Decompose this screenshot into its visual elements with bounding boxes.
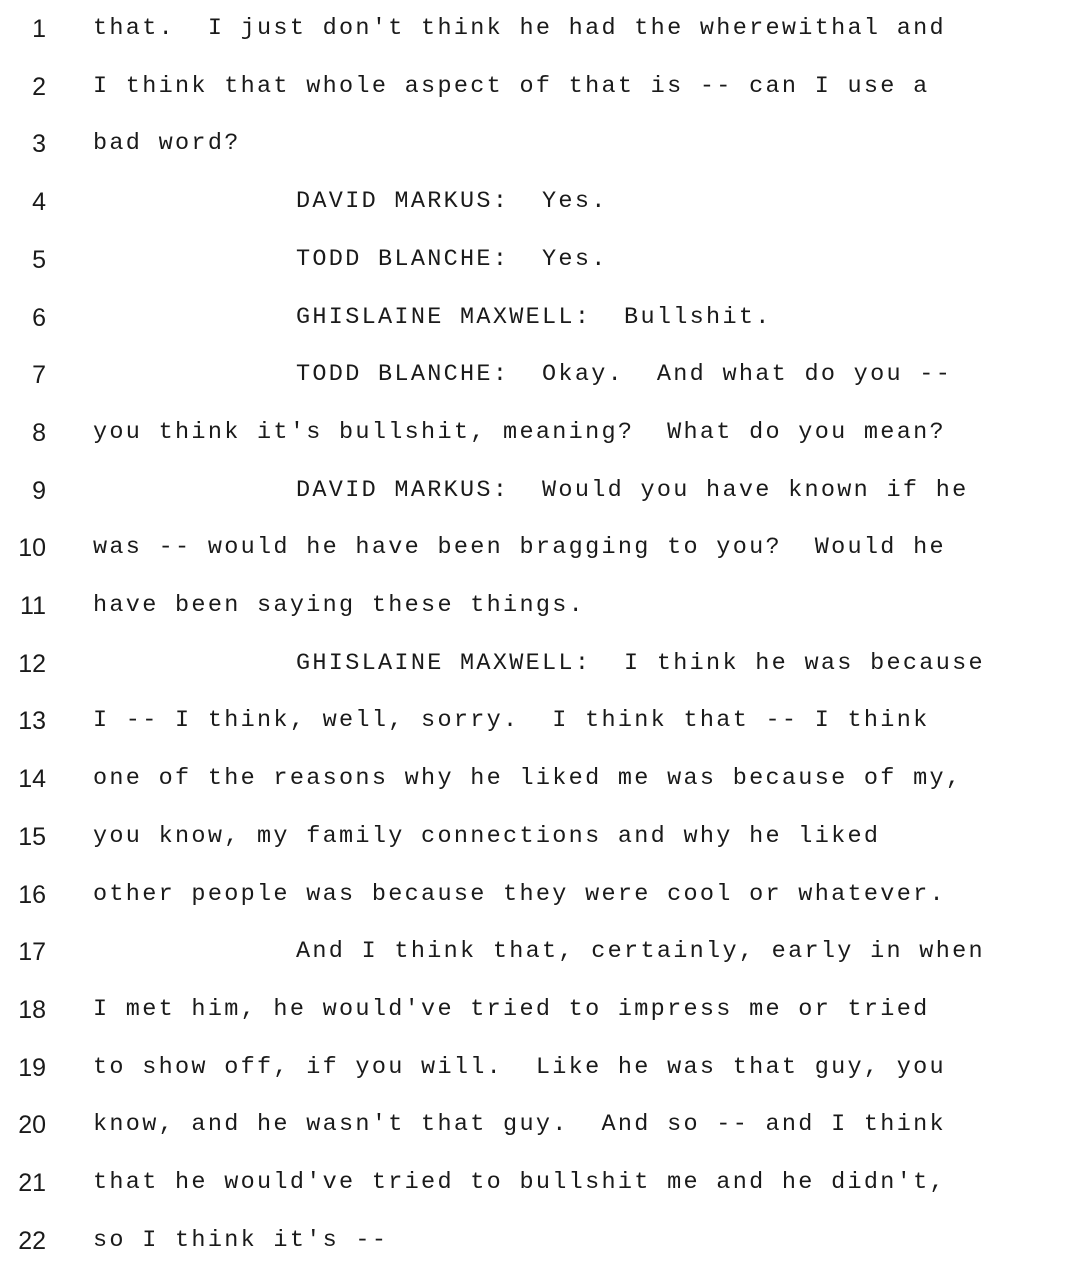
line-text: you know, my family connections and why he liked (93, 822, 881, 850)
transcript-line (0, 240, 1090, 280)
line-number: 13 (18, 707, 46, 736)
line-number: 10 (18, 534, 46, 563)
line-number: 6 (32, 303, 46, 332)
line-number: 20 (18, 1111, 46, 1140)
transcript-line (0, 759, 1090, 799)
line-text: DAVID MARKUS: Yes. (296, 188, 608, 216)
line-number: 17 (18, 938, 46, 967)
line-text: have been saying these things. (93, 592, 586, 619)
line-text: to show off, if you will. Like he was that guy, you (93, 1053, 946, 1081)
line-number: 7 (32, 361, 46, 390)
line-text: DAVID MARKUS: Would you have known if he (296, 476, 969, 504)
transcript-line (0, 990, 1090, 1030)
line-text: you think it's bullshit, meaning? What do you mean? (93, 418, 946, 446)
line-text: TODD BLANCHE: Okay. And what do you -- (296, 361, 953, 389)
line-number: 14 (18, 765, 46, 794)
line-text: GHISLAINE MAXWELL: I think he was because (296, 649, 985, 677)
line-text: I met him, he would've tried to impress me or tried (93, 995, 930, 1023)
line-number: 2 (32, 72, 46, 101)
transcript-line (0, 9, 1090, 49)
line-number: 5 (32, 245, 46, 274)
line-number: 18 (18, 995, 46, 1024)
line-number: 22 (18, 1226, 46, 1255)
transcript-line (0, 1221, 1090, 1261)
transcript-line (0, 932, 1090, 972)
line-text: bad word? (93, 130, 241, 158)
line-number: 8 (32, 418, 46, 447)
transcript-line (0, 298, 1090, 338)
transcript-line (0, 471, 1090, 511)
transcript-line (0, 413, 1090, 453)
line-text: I think that whole aspect of that is -- can I use a (93, 72, 930, 100)
line-text: I -- I think, well, sorry. I think that -- I think (93, 707, 930, 735)
transcript-line (0, 182, 1090, 222)
line-number: 1 (32, 15, 46, 43)
line-text: And I think that, certainly, early in when (296, 938, 985, 966)
line-number: 19 (18, 1053, 46, 1082)
transcript-line (0, 124, 1090, 164)
line-text: was -- would he have been bragging to you? Would he (93, 534, 946, 562)
transcript-line (0, 1105, 1090, 1145)
line-text: TODD BLANCHE: Yes. (296, 245, 608, 273)
line-number: 16 (18, 880, 46, 909)
line-text: that he would've tried to bullshit me and he didn't, (93, 1169, 946, 1196)
transcript-line (0, 1163, 1090, 1203)
transcript-line (0, 644, 1090, 684)
line-text: other people was because they were cool or whatever. (93, 880, 946, 908)
transcript-line (0, 586, 1090, 626)
line-text: GHISLAINE MAXWELL: Bullshit. (296, 303, 772, 331)
line-number: 15 (18, 822, 46, 851)
line-text: know, and he wasn't that guy. And so -- and I think (93, 1111, 946, 1139)
line-text: so I think it's -- (93, 1226, 389, 1254)
transcript-line (0, 1048, 1090, 1088)
line-text: one of the reasons why he liked me was because of my, (93, 765, 963, 793)
line-number: 12 (18, 649, 46, 678)
transcript-line (0, 67, 1090, 107)
transcript-line (0, 528, 1090, 568)
transcript-line (0, 875, 1090, 915)
line-number: 9 (32, 476, 46, 505)
transcript-line (0, 355, 1090, 395)
transcript-line (0, 817, 1090, 857)
line-number: 11 (20, 592, 46, 620)
line-number: 3 (32, 130, 46, 159)
line-number: 21 (18, 1169, 46, 1197)
transcript-line (0, 701, 1090, 741)
line-number: 4 (32, 188, 46, 217)
line-text: that. I just don't think he had the wherewithal and (93, 15, 946, 42)
